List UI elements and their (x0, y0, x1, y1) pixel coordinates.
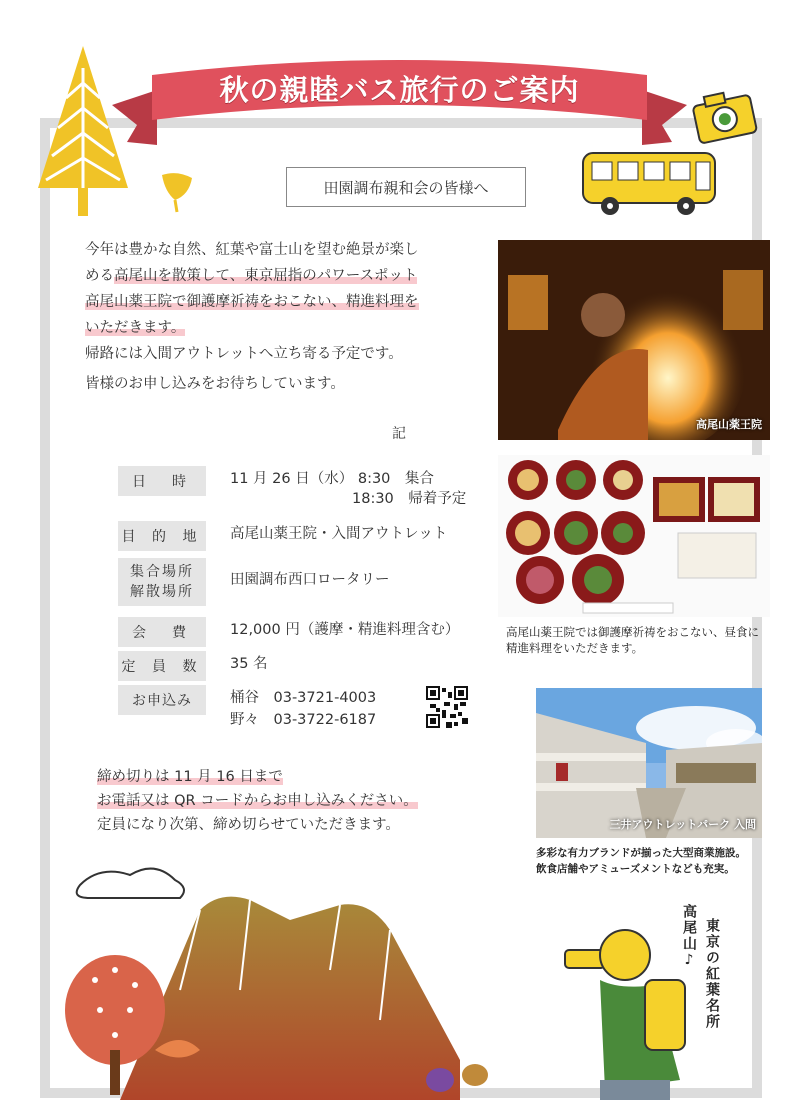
contact-1: 桶谷 03-3721-4003 (230, 690, 377, 706)
fee-label: 会 費 (118, 617, 206, 647)
page-title: 秋の親睦バス旅行のご案内 (219, 73, 580, 107)
temple-caption: 高尾山薬王院 (696, 418, 762, 431)
intro-text (85, 237, 485, 397)
apply-row (118, 685, 206, 715)
mountain-illustration (60, 860, 500, 1100)
temple-photo (498, 240, 770, 440)
addressee-box: 田園調布親和会の皆様へ (286, 167, 526, 207)
intro-line: 高尾山薬王院で御護摩祈祷をおこない、精進料理を (85, 294, 419, 310)
datetime-value: 11 月 26 日（水） 8:30 集合 (230, 471, 434, 487)
deadline-line: 締め切りは 11 月 16 日まで (97, 769, 283, 785)
intro-line: 帰路には入間アウトレットへ立ち寄る予定です。 (85, 346, 403, 362)
destination-label: 目 的 地 (118, 521, 206, 551)
intro-line: 今年は豊かな自然、紅葉や富士山を望む絶景が楽し (85, 242, 419, 258)
datetime-row (118, 466, 206, 496)
camera-icon (690, 85, 760, 145)
contact-2: 野々 03-3722-6187 (230, 712, 377, 728)
ki-heading: 記 (392, 426, 406, 442)
apply-label: お申込み (118, 685, 206, 715)
capacity-value: 35 名 (230, 656, 268, 672)
fee-value: 12,000 円（護摩・精進料理含む） (230, 622, 460, 638)
datetime-label: 日 時 (118, 466, 206, 496)
capacity-label: 定 員 数 (118, 651, 206, 681)
meeting-value: 田園調布西口ロータリー (230, 572, 390, 588)
outlet-photo (536, 688, 762, 838)
destination-value: 高尾山薬王院・入間アウトレット (230, 526, 448, 542)
outlet-description: 多彩な有力ブランドが揃った大型商業施設。 飲食店舗やアミューズメントなども充実。 (536, 847, 746, 875)
destination-row (118, 521, 206, 551)
datetime-return: 18:30 帰着予定 (352, 491, 467, 507)
qr-code[interactable] (426, 686, 468, 728)
food-photo (498, 455, 770, 617)
deadline-line: お電話又は QR コードからお申し込みください。 (97, 793, 418, 809)
intro-line: める高尾山を散策して、東京屈指のパワースポット (85, 268, 418, 284)
deadline-line: 定員になり次第、締め切らせていただきます。 (97, 817, 400, 833)
ginkgo-leaf-icon (157, 170, 197, 215)
meeting-row (118, 558, 206, 606)
outlet-caption: 三井アウトレットパーク 入間 (609, 818, 756, 831)
bus-icon (578, 148, 723, 220)
capacity-row (118, 651, 206, 681)
meeting-label: 集合場所 解散場所 (118, 558, 206, 606)
intro-line: いただきます。 (85, 320, 186, 336)
intro-line: 皆様のお申し込みをお待ちしています。 (85, 376, 345, 392)
vertical-text-2: 高尾山♪ (681, 904, 697, 970)
food-caption: 高尾山薬王院では御護摩祈祷をおこない、昼食に 精進料理をいただきます。 (506, 625, 759, 655)
fee-row (118, 617, 206, 647)
vertical-text-1: 東京の紅葉名所 (704, 918, 720, 1030)
deadline-text (97, 765, 457, 837)
title-ribbon (112, 50, 687, 150)
